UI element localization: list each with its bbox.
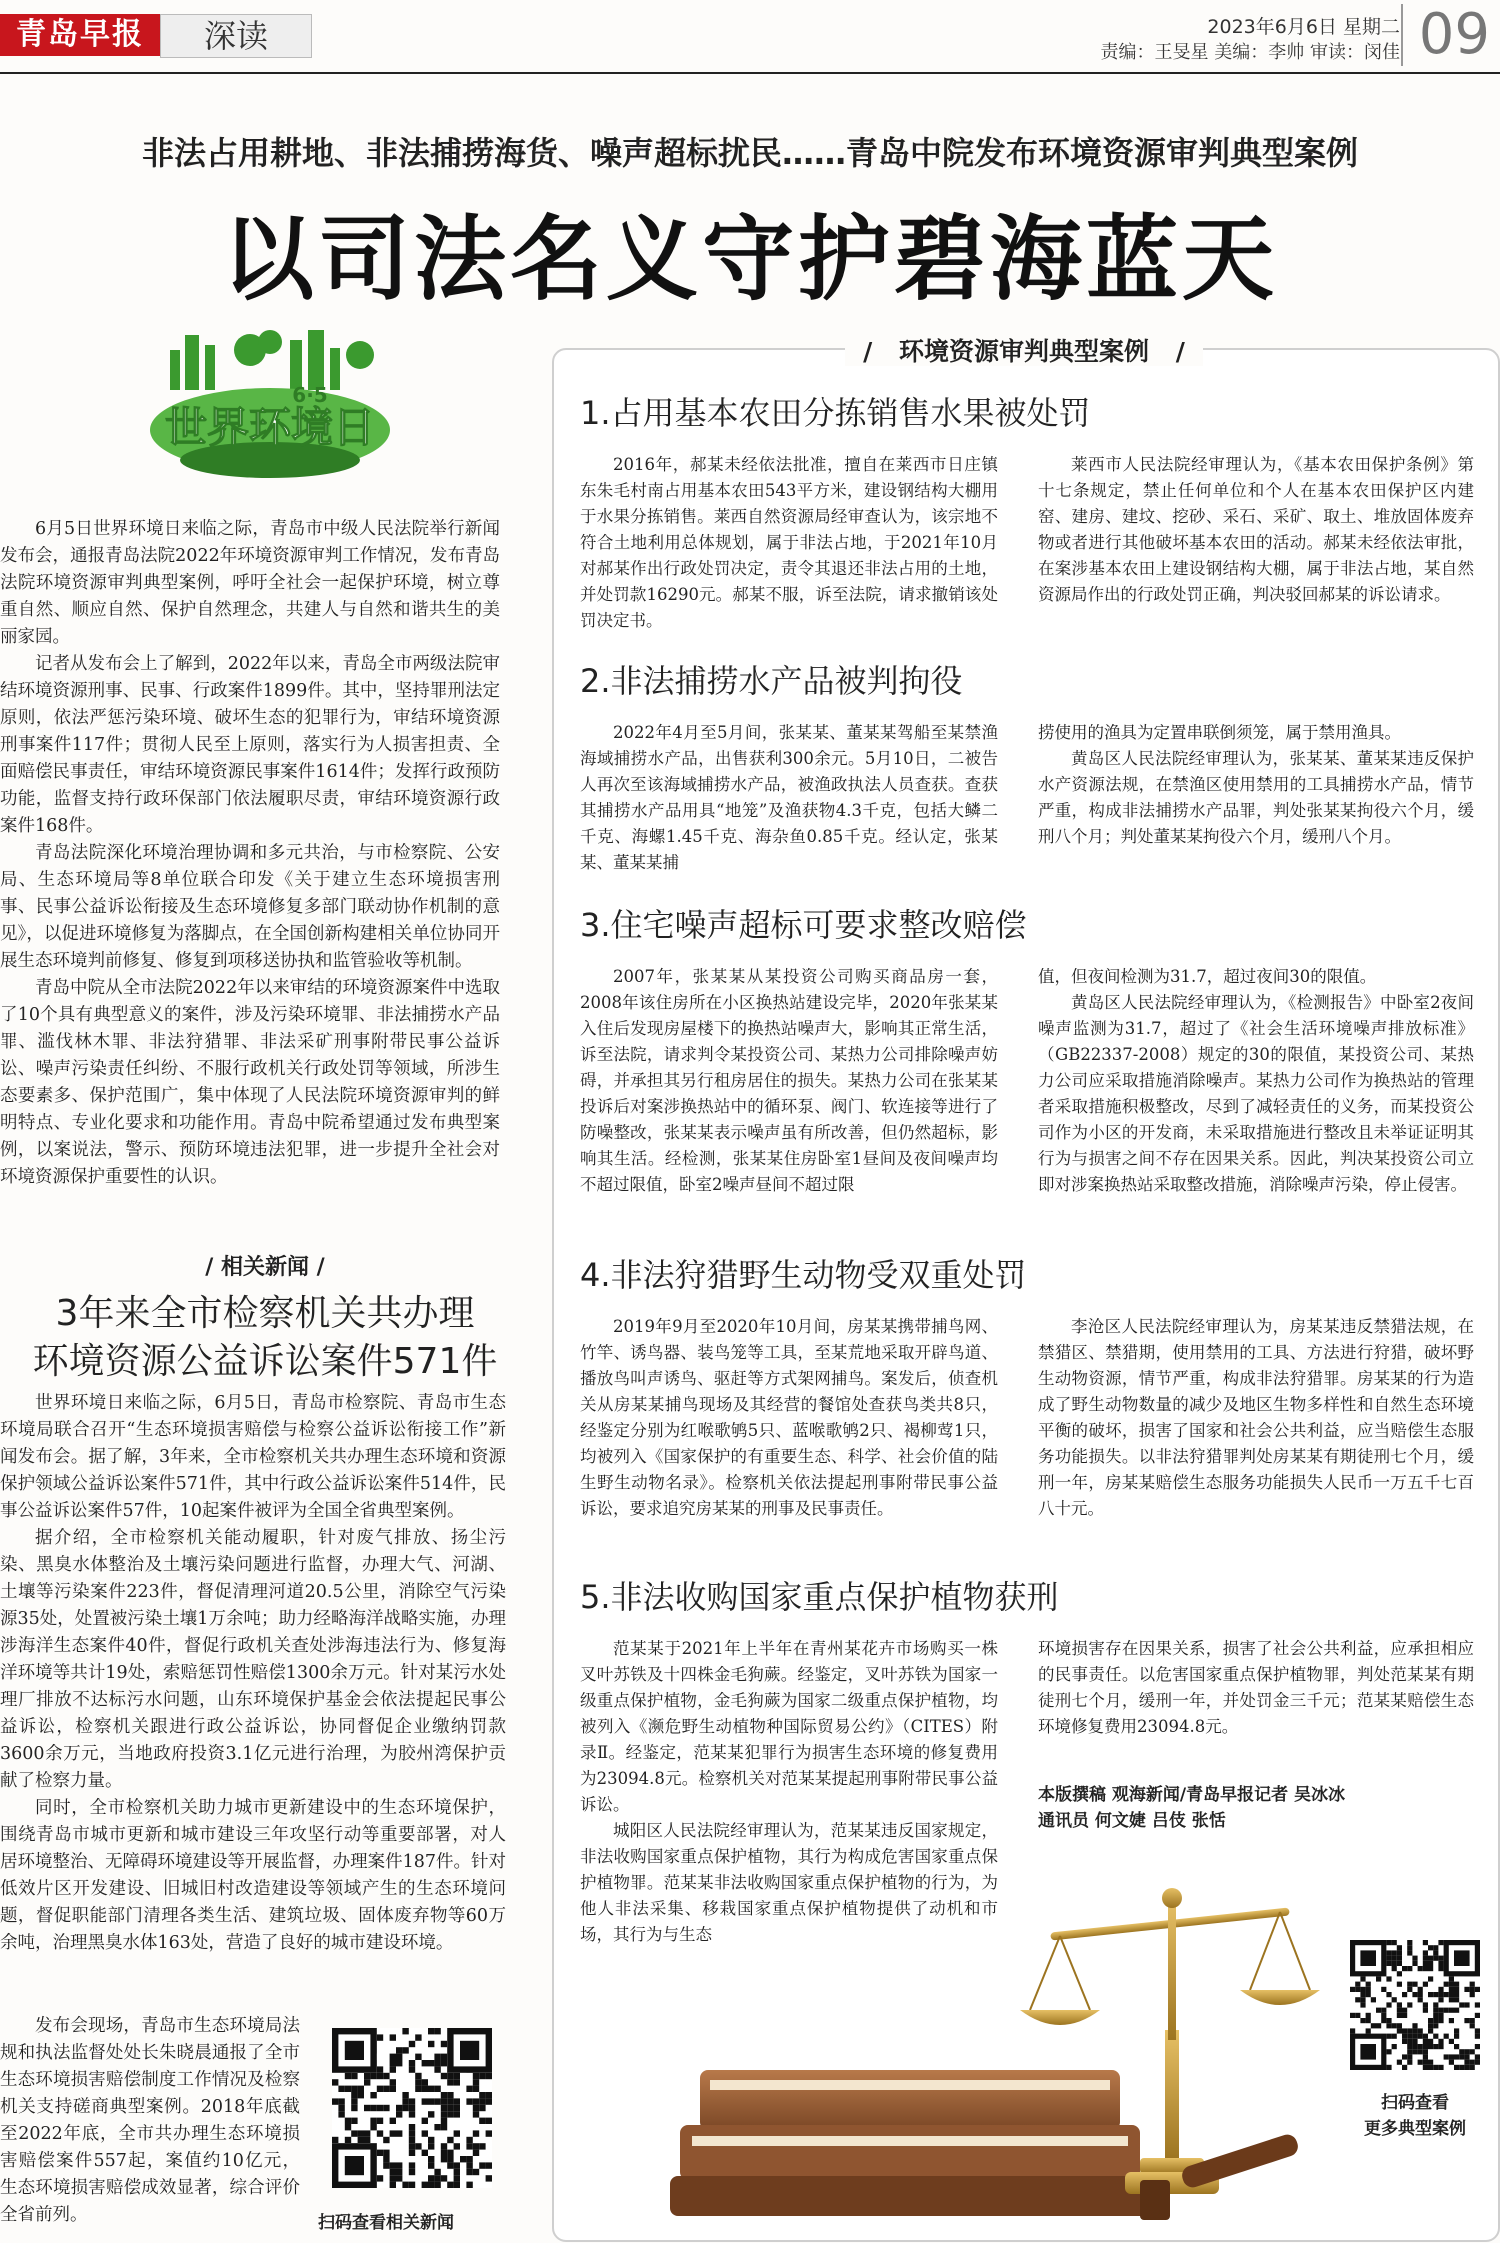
byline-line: 本版撰稿 观海新闻/青岛早报记者 吴冰冰 bbox=[1038, 1785, 1346, 1805]
cases-panel-label-text: 环境资源审判典型案例 bbox=[881, 337, 1167, 366]
editor-credits: 责编：王旻星 美编：李帅 审读：闵佳 bbox=[1100, 42, 1400, 63]
case-text-left bbox=[580, 720, 998, 876]
lead-paragraph: 记者从发布会上了解到，2022年以来，青岛全市两级法院审结环境资源刑事、民事、行政案件1899件。其中，坚持罪刑法定原则，依法严惩污染环境、破坏生态的犯罪行为，审结环境资源刑事案件117件；贯彻人民至上原则，落实行为人损害担责、全面赔偿民事责任，审结环境资源民事案件1614件；发挥行政预防功能，监督支持行政环保部门依法履职尽责，审结环境资源行政案件168件。 bbox=[0, 654, 500, 836]
case-paragraph: 环境损害存在因果关系，损害了社会公共利益，应承担相应的民事责任。以危害国家重点保护植物罪，判处范某某有期徒刑七个月，缓刑一年，并处罚金三千元；范某某赔偿生态环境修复费用23094.8元。 bbox=[1038, 1639, 1474, 1736]
qr-caption-cases bbox=[1340, 2090, 1490, 2142]
byline-line: 通讯员 何文婕 吕伎 张恬 bbox=[1038, 1811, 1226, 1831]
masthead bbox=[0, 0, 1500, 74]
related-paragraph: 世界环境日来临之际，6月5日，青岛市检察院、青岛市生态环境局联合召开“生态环境损害赔偿与检察公益诉讼衔接工作”新闻发布会。据了解，3年来，全市检察机关共办理生态环境和资源保护领域公益诉讼案件571件，其中行政公益诉讼案件514件，民事公益诉讼案件57件，10起案件被评为全国全省典型案例。 bbox=[0, 1393, 506, 1521]
scales-of-justice-icon bbox=[580, 1880, 1460, 2230]
kicker-headline: 非法占用耕地、非法捕捞海货、噪声超标扰民……青岛中院发布环境资源审判典型案例 bbox=[141, 134, 1358, 172]
related-article bbox=[0, 1390, 506, 1957]
case-paragraph: 2022年4月至5月间，张某某、董某某驾船至某禁渔海域捕捞水产品，出售获利300余元。5月10日，二被告人再次至该海域捕捞水产品，被渔政执法人员查获。查获其捕捞水产品用具“地笼”及渔获物4.3千克，包括大鳞二千克、海螺1.45千克、海杂鱼0.85千克。经认定，张某某、董某某捕 bbox=[580, 723, 998, 872]
case-text-left bbox=[580, 964, 998, 1198]
related-article-tail bbox=[0, 2013, 300, 2229]
case-title: 3.住宅噪声超标可要求整改赔偿 bbox=[580, 906, 1027, 944]
case-title: 2.非法捕捞水产品被判拘役 bbox=[580, 662, 963, 700]
case-paragraph: 捞使用的渔具为定置串联倒须笼，属于禁用渔具。 bbox=[1038, 723, 1401, 742]
case-title: 5.非法收购国家重点保护植物获刑 bbox=[580, 1578, 1059, 1616]
case-paragraph: 莱西市人民法院经审理认为，《基本农田保护条例》第十七条规定，禁止任何单位和个人在基本农田保护区内建窑、建房、建坟、挖砂、采石、采矿、取土、堆放固体废弃物或者进行其他破坏基本农田的活动。郝某未经依法审批，在案涉基本农田上建设钢结构大棚，属于非法占地，某自然资源局作出的行政处罚正确，判决驳回郝某的诉讼请求。 bbox=[1038, 455, 1474, 604]
case-text-right bbox=[1038, 1314, 1474, 1522]
related-news-label: / 相关新闻 / bbox=[205, 1255, 325, 1280]
cases-panel-label: / 环境资源审判典型案例 / bbox=[552, 332, 1496, 368]
case-text-right bbox=[1038, 720, 1474, 850]
case-text-left bbox=[580, 452, 998, 634]
lead-paragraph: 6月5日世界环境日来临之际，青岛市中级人民法院举行新闻发布会，通报青岛法院2022年环境资源审判工作情况，发布青岛法院环境资源审判典型案例，呼吁全社会一起保护环境，树立尊重自然、顺应自然、保护自然理念，共建人与自然和谐共生的美丽家园。 bbox=[0, 519, 500, 647]
case-paragraph: 值，但夜间检测为31.7，超过夜间30的限值。 bbox=[1038, 967, 1377, 986]
qr-caption-line: 扫码查看 bbox=[1381, 2093, 1449, 2113]
case-paragraph: 黄岛区人民法院经审理认为，张某某、董某某违反保护水产资源法规，在禁渔区使用禁用的工具捕捞水产品，情节严重，构成非法捕捞水产品罪，判处张某某拘役六个月，缓刑八个月；判处董某某拘役六个月，缓刑八个月。 bbox=[1038, 749, 1474, 846]
lead-paragraph: 青岛法院深化环境治理协调和多元共治，与市检察院、公安局、生态环境局等8单位联合印发《关于建立生态环境损害刑事、民事公益诉讼衔接及生态环境修复多部门联动协作机制的意见》，以促进环境修复为落脚点，在全国创新构建相关单位协同开展生态环境判前修复、修复到项移送协执和监管验收等机制。 bbox=[0, 843, 500, 971]
case-paragraph: 黄岛区人民法院经审理认为，《检测报告》中卧室2夜间噪声监测为31.7，超过了《社会生活环境噪声排放标准》（GB22337-2008）规定的30的限值，某投资公司、某热力公司应采取措施消除噪声。某热力公司作为换热站的管理者采取措施积极整改，尽到了减轻责任的义务，而某投资公司作为小区的开发商，未采取措施进行整改且未举证证明其行为与损害之间不存在因果关系。因此，判决某投资公司立即对涉案换热站采取整改措施，消除噪声污染，停止侵害。 bbox=[1038, 993, 1474, 1194]
section-label: 深读 bbox=[160, 14, 312, 58]
related-paragraph: 发布会现场，青岛市生态环境局法规和执法监督处处长朱晓晨通报了全市生态环境损害赔偿制度工作情况及检察机关支持磋商典型案例。2018年底截至2022年底，全市共办理生态环境损害赔偿案件557起，案值约10亿元，生态环境损害赔偿成效显著，综合评价全省前列。 bbox=[0, 2016, 300, 2225]
related-news-title bbox=[0, 1290, 530, 1386]
related-title-line: 环境资源公益诉讼案件571件 bbox=[32, 1341, 498, 1382]
lead-article bbox=[0, 516, 500, 1191]
newspaper-logo: 青岛早报 bbox=[0, 14, 160, 56]
related-news-label-text: 相关新闻 bbox=[220, 1255, 309, 1280]
case-paragraph: 2016年，郝某未经依法批准，擅自在莱西市日庄镇东朱毛村南占用基本农田543平方米，建设钢结构大棚用于水果分拣销售。莱西自然资源局经审查认为，该宗地不符合土地利用总体规划，属于非法占地，于2021年10月对郝某作出行政处罚决定，责令其退还非法占用的土地，并处罚款16290元。郝某不服，诉至法院，请求撤销该处罚决定书。 bbox=[580, 455, 998, 630]
case-title: 1.占用基本农田分拣销售水果被处罚 bbox=[580, 394, 1091, 432]
page-number: 09 bbox=[1401, 4, 1490, 66]
case-text-right bbox=[1038, 964, 1474, 1198]
related-paragraph: 据介绍，全市检察机关能动履职，针对废气排放、扬尘污染、黑臭水体整治及土壤污染问题进行监督，办理大气、河湖、土壤等污染案件223件，督促清理河道20.5公里，消除空气污染源35处，处置被污染土壤1万余吨；助力经略海洋战略实施，办理涉海洋生态案件40件，督促行政机关查处涉海违法行为、修复海洋环境等共计19处，索赔惩罚性赔偿1300余万元。针对某污水处理厂排放不达标污水问题，山东环境保护基金会依法提起民事公益诉讼，检察机关跟进行政公益诉讼，协同督促企业缴纳罚款3600余万元，当地政府投资3.1亿元进行治理，为胶州湾保护贡献了检察力量。 bbox=[0, 1528, 506, 1791]
case-paragraph: 范某某于2021年上半年在青州某花卉市场购买一株叉叶苏铁及十四株金毛狗蕨。经鉴定，叉叶苏铁为国家一级重点保护植物，金毛狗蕨为国家二级重点保护植物，均被列入《濒危野生动植物种国际贸易公约》（CITES）附录Ⅱ。经鉴定，范某某犯罪行为损害生态环境的修复费用为23094.8元。检察机关对范某某提起刑事附带民事公益诉讼。 bbox=[580, 1639, 998, 1814]
issue-date: 2023年6月6日 星期二 bbox=[1207, 16, 1400, 38]
qr-code-icon[interactable] bbox=[1350, 1940, 1480, 2070]
byline bbox=[1038, 1782, 1478, 1834]
qr-caption-line: 更多典型案例 bbox=[1364, 2119, 1466, 2139]
env-logo-date: 6·5 bbox=[292, 383, 328, 407]
lead-paragraph: 青岛中院从全市法院2022年以来审结的环境资源案件中选取了10个具有典型意义的案件，涉及污染环境罪、非法捕捞水产品罪、滥伐林木罪、非法狩猎罪、非法采矿刑事附带民事公益诉讼、噪声污染责任纠纷、不服行政机关行政处罚等领域，所涉生态要素多、保护范围广，集中体现了人民法院环境资源审判的鲜明特点、专业化要求和功能作用。青岛中院希望通过发布典型案例，以案说法，警示、预防环境违法犯罪，进一步提升全社会对环境资源保护重要性的认识。 bbox=[0, 978, 500, 1187]
case-paragraph: 2019年9月至2020年10月间，房某某携带捕鸟网、竹竿、诱鸟器、装鸟笼等工具，至某荒地采取开辟鸟道、播放鸟叫声诱鸟、驱赶等方式架网捕鸟。案发后，侦查机关从房某某捕鸟现场及其经营的餐馆处查获鸟类共8只，经鉴定分别为红喉歌鸲5只、蓝喉歌鸲2只、褐柳莺1只，均被列入《国家保护的有重要生态、科学、社会价值的陆生野生动物名录》。检察机关依法提起刑事附带民事公益诉讼，要求追究房某某的刑事及民事责任。 bbox=[580, 1317, 998, 1518]
qr-caption-related: 扫码查看相关新闻 bbox=[318, 2213, 454, 2233]
case-text-right bbox=[1038, 1636, 1474, 1740]
case-paragraph: 城阳区人民法院经审理认为，范某某违反国家规定，非法收购国家重点保护植物，其行为构成危害国家重点保护植物罪。范某某非法收购国家重点保护植物的行为，为他人非法采集、移栽国家重点保护植物提供了动机和市场，其行为与生态 bbox=[580, 1821, 998, 1944]
case-paragraph: 2007年，张某某从某投资公司购买商品房一套，2008年该住房所在小区换热站建设完毕，2020年张某某入住后发现房屋楼下的换热站噪声大，影响其正常生活，诉至法院，请求判令某投资公司、某热力公司排除噪声妨碍，并承担其另行租房居住的损失。某热力公司在张某某投诉后对案涉换热站中的循环泵、阀门、软连接等进行了防噪整改，张某某表示噪声虽有所改善，但仍然超标，影响其生活。经检测，张某某住房卧室1昼间及夜间噪声均不超过限值，卧室2噪声昼间不超过限 bbox=[580, 967, 998, 1194]
case-title: 4.非法狩猎野生动物受双重处罚 bbox=[580, 1256, 1027, 1294]
case-text-left bbox=[580, 1314, 998, 1522]
main-headline: 以司法名义守护碧海蓝天 bbox=[221, 206, 1278, 313]
world-environment-day-logo bbox=[110, 310, 430, 490]
related-paragraph: 同时，全市检察机关助力城市更新建设中的生态环境保护，围绕青岛市城市更新和城市建设三年攻坚行动等重要部署，对人居环境整治、无障碍环境建设等开展监督，办理案件187件。针对低效片区开发建设、旧城旧村改造建设等领域产生的生态环境问题，督促职能部门清理各类生活、建筑垃圾、固体废弃物等60万余吨，治理黑臭水体163处，营造了良好的城市建设环境。 bbox=[0, 1798, 506, 1953]
qr-code-icon[interactable] bbox=[332, 2028, 492, 2188]
env-logo-text: 世界环境日 bbox=[164, 403, 376, 452]
related-title-line: 3年来全市检察机关共办理 bbox=[55, 1293, 475, 1334]
case-paragraph: 李沧区人民法院经审理认为，房某某违反禁猎法规，在禁猎区、禁猎期，使用禁用的工具、方法进行狩猎，破坏野生动物资源，情节严重，构成非法狩猎罪。房某某的行为造成了野生动物数量的减少及地区生物多样性和自然生态环境平衡的破坏，损害了国家和社会公共利益，应当赔偿生态服务功能损失。以非法狩猎罪判处房某某有期徒刑七个月，缓刑一年，房某某赔偿生态服务功能损失人民币一万五千七百八十元。 bbox=[1038, 1317, 1474, 1518]
case-text-right bbox=[1038, 452, 1474, 608]
